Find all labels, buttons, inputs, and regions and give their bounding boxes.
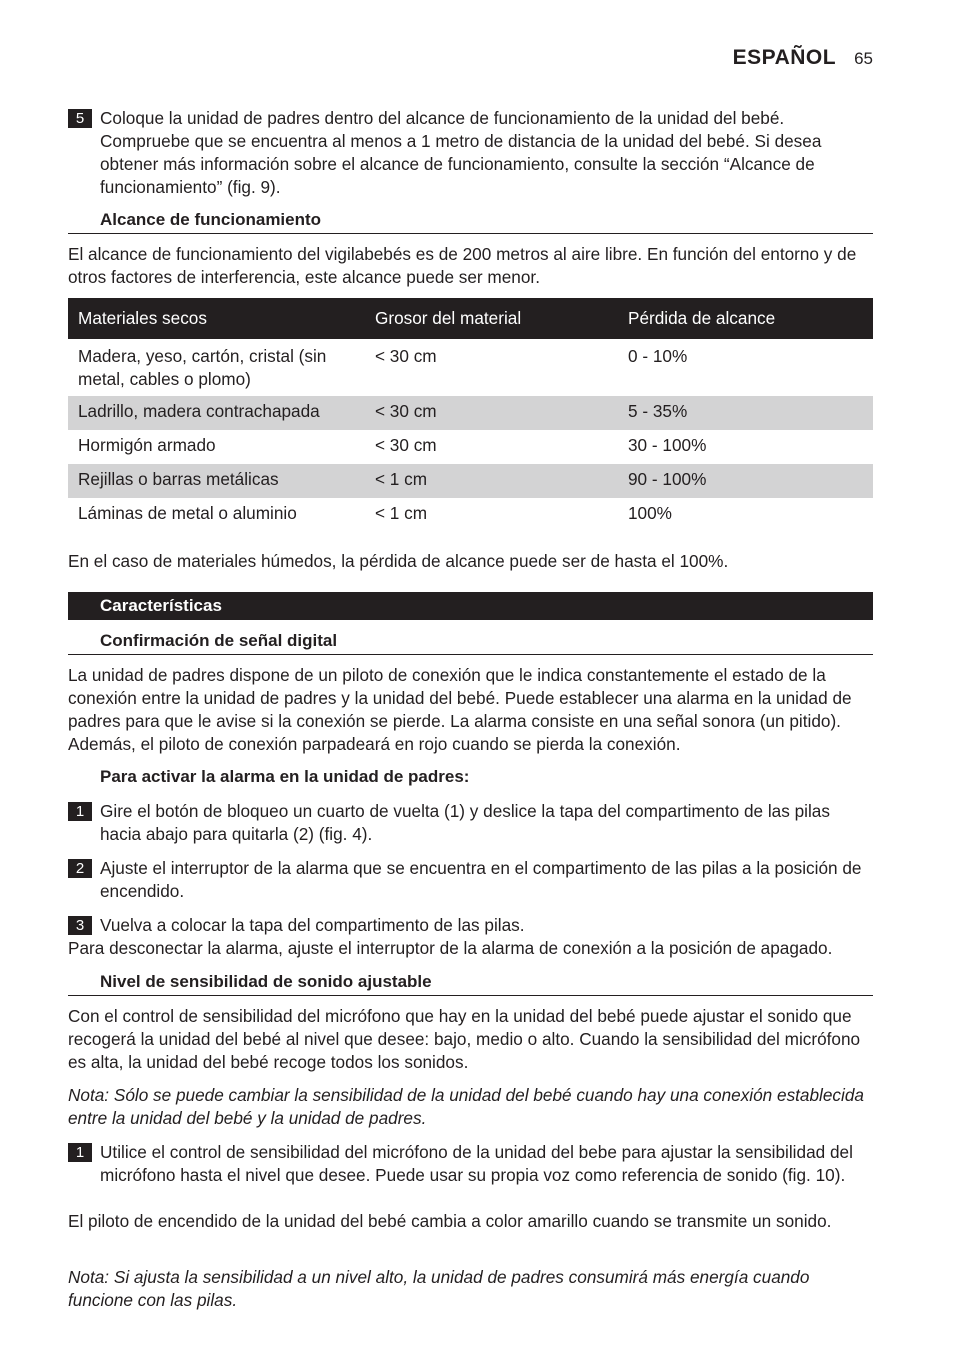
digital-signal-body: La unidad de padres dispone de un piloto de conexión que le indica constantemente el estado de la conexión entre la unidad de padres y la unidad del bebé. Puede establecer una alarma en la unidad de padres para que le avise si la conexión se pierde. La alarma consiste en una señal sonora (un pitido). Además, el piloto de conexión parpadeará en rojo cuando se pierda la conexión. xyxy=(68,665,852,754)
table-cell: < 1 cm xyxy=(365,464,618,498)
table-row xyxy=(68,396,873,430)
sensitivity-note-2: Nota: Si ajusta la sensibilidad a un nivel alto, la unidad de padres consumirá más energía cuando funcione con las pilas. xyxy=(68,1267,810,1310)
heading-range: Alcance de funcionamiento xyxy=(68,209,873,234)
sensitivity-note-1: Nota: Sólo se puede cambiar la sensibilidad de la unidad del bebé cuando hay una conexión establecida entre la unidad del bebé y la unidad de padres. xyxy=(68,1085,864,1128)
table-cell: 100% xyxy=(628,503,672,523)
step-text: Ajuste el interruptor de la alarma que se encuentra en el compartimento de las pilas a la posición de encendido. xyxy=(100,858,862,901)
range-intro: El alcance de funcionamiento del vigilabebés es de 200 metros al aire libre. En función del entorno y de otros factores de interferencia, este alcance puede ser menor. xyxy=(68,244,857,287)
alarm-step-1 xyxy=(68,800,873,846)
table-cell: < 30 cm xyxy=(375,435,437,455)
step-number: 1 xyxy=(68,1143,92,1162)
sensitivity-step-1 xyxy=(68,1141,873,1187)
alarm-disconnect-text: Para desconectar la alarma, ajuste el interruptor de la alarma de conexión a la posición de apagado. xyxy=(68,938,833,958)
table-cell: 5 - 35% xyxy=(618,396,873,430)
range-table xyxy=(68,298,873,534)
alarm-step-3 xyxy=(68,914,873,937)
table-cell: Madera, yeso, cartón, cristal (sin metal, cables o plomo) xyxy=(78,346,327,389)
table-cell: < 30 cm xyxy=(375,346,437,366)
language-label: ESPAÑOL xyxy=(732,46,837,69)
step-text: Utilice el control de sensibilidad del micrófono de la unidad del bebe para ajustar la sensibilidad del micrófono hasta el nivel que desee. Puede usar su propia voz como referencia de sonido (fig. 10). xyxy=(100,1142,853,1185)
sensitivity-after-text: El piloto de encendido de la unidad del bebé cambia a color amarillo cuando se transmite un sonido. xyxy=(68,1211,832,1231)
table-row xyxy=(68,464,873,498)
heading-alarm: Para activar la alarma en la unidad de padres: xyxy=(100,767,470,786)
table-row xyxy=(68,430,873,464)
step-number: 3 xyxy=(68,916,92,935)
sensitivity-body: Con el control de sensibilidad del micrófono que hay en la unidad del bebé puede ajustar el sonido que recogerá la unidad del bebé al nivel que desee: bajo, medio o alto. Cuando la sensibilidad del micrófono es alta, la unidad del bebé recoge todos los sonidos. xyxy=(68,1006,861,1072)
page-header xyxy=(733,46,873,70)
table-cell: 0 - 10% xyxy=(628,346,688,366)
col-header: Grosor del material xyxy=(365,298,618,339)
col-header: Materiales secos xyxy=(68,298,365,339)
table-cell: < 30 cm xyxy=(365,396,618,430)
step-text: Gire el botón de bloqueo un cuarto de vuelta (1) y deslice la tapa del compartimento de las pilas hacia abajo para quitarla (2) (fig. 4). xyxy=(100,801,830,844)
step-5 xyxy=(68,107,873,199)
heading-sensitivity: Nivel de sensibilidad de sonido ajustable xyxy=(68,971,873,996)
step-number: 1 xyxy=(68,802,92,821)
table-row xyxy=(68,339,873,396)
col-header: Pérdida de alcance xyxy=(618,298,873,339)
step-text: Coloque la unidad de padres dentro del alcance de funcionamiento de la unidad del bebé. Compruebe que se encuentra al menos a 1 metro de distancia de la unidad del bebé. Si desea obtener más información sobre el alcance de funcionamiento, consulte la sección “Alcance de funcionamiento” (fig. 9). xyxy=(100,108,822,197)
table-cell: Ladrillo, madera contrachapada xyxy=(68,396,365,430)
table-cell: < 1 cm xyxy=(375,503,428,523)
table-cell: 90 - 100% xyxy=(618,464,873,498)
table-cell: 30 - 100% xyxy=(628,435,707,455)
table-header-row xyxy=(68,298,873,339)
step-text: Vuelva a colocar la tapa del compartimento de las pilas. xyxy=(100,915,525,935)
wet-materials-note: En el caso de materiales húmedos, la pérdida de alcance puede ser de hasta el 100%. xyxy=(68,551,729,571)
table-cell: Hormigón armado xyxy=(78,435,216,455)
table-row xyxy=(68,498,873,534)
alarm-step-2 xyxy=(68,857,873,903)
heading-digital-signal: Confirmación de señal digital xyxy=(68,630,873,655)
section-features: Características xyxy=(68,592,873,620)
step-number: 5 xyxy=(68,109,92,128)
table-cell: Rejillas o barras metálicas xyxy=(68,464,365,498)
table-cell: Láminas de metal o aluminio xyxy=(78,503,297,523)
page-number: 65 xyxy=(854,49,873,68)
step-number: 2 xyxy=(68,859,92,878)
